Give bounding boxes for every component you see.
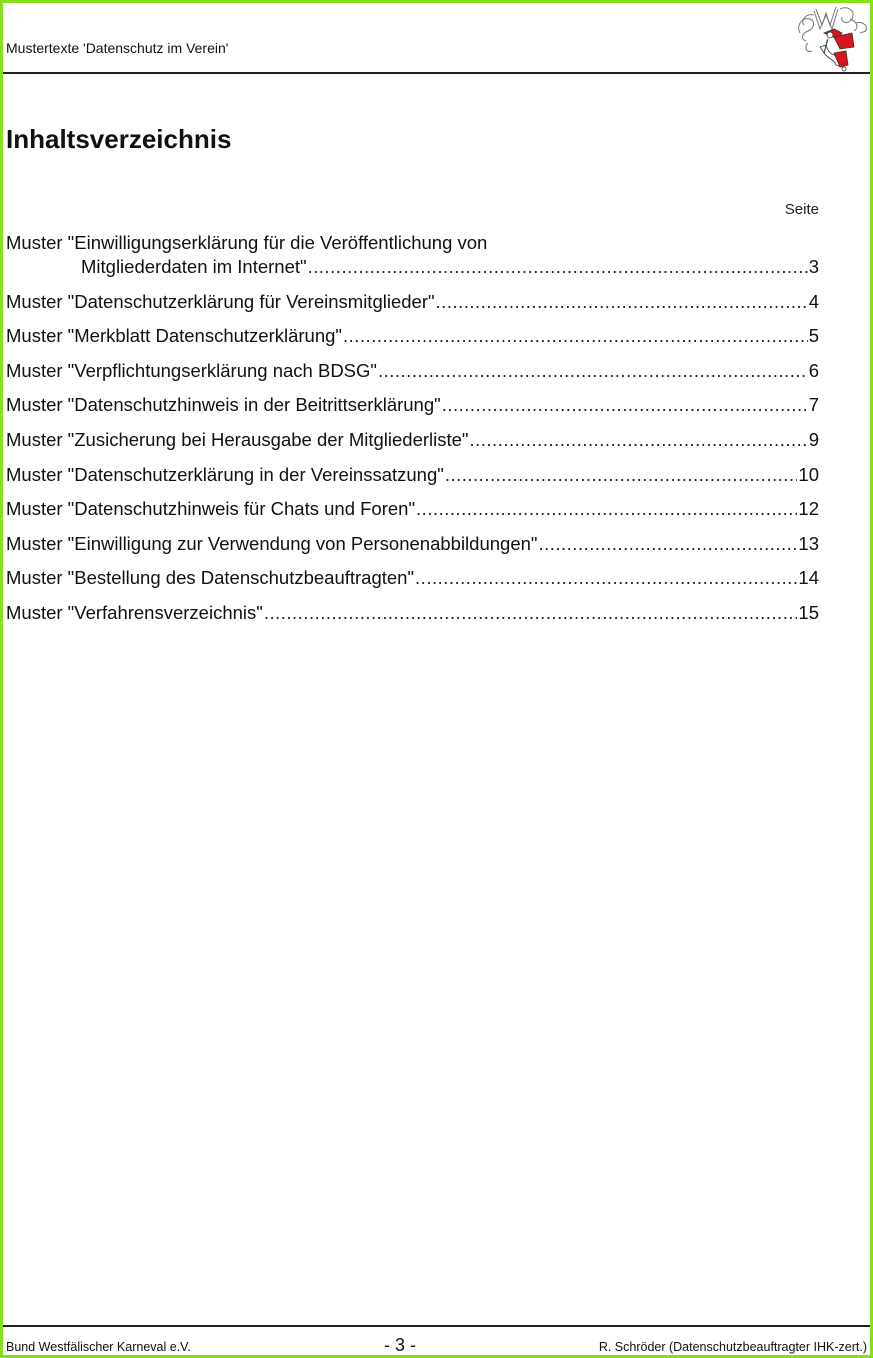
toc-entry-title: Muster "Datenschutzhinweis für Chats und Foren" xyxy=(6,498,416,520)
footer-divider xyxy=(3,1325,870,1327)
toc-entry-page: 15 xyxy=(798,601,819,623)
dot-leader xyxy=(416,497,797,521)
dot-leader xyxy=(436,290,808,314)
toc-entry-title: Muster "Verfahrensverzeichnis" xyxy=(6,601,263,623)
dot-leader xyxy=(343,324,808,348)
toc-entry-page: 7 xyxy=(808,394,819,416)
toc-entry[interactable] xyxy=(6,532,819,556)
toc-entry[interactable] xyxy=(6,324,819,348)
table-of-contents xyxy=(6,231,819,636)
toc-entry[interactable] xyxy=(6,231,819,279)
dot-leader xyxy=(415,566,797,590)
toc-entry-title: Muster "Einwilligungserklärung für die Veröffentlichung von xyxy=(6,232,488,253)
toc-entry-page: 10 xyxy=(798,463,819,485)
toc-entry-page: 9 xyxy=(808,428,819,450)
toc-entry-title: Muster "Bestellung des Datenschutzbeauftragten" xyxy=(6,567,415,589)
toc-entry-page: 4 xyxy=(808,290,819,312)
toc-entry[interactable] xyxy=(6,601,819,625)
dot-leader xyxy=(264,601,798,625)
toc-entry-title: Muster "Datenschutzerklärung in der Vereinssatzung" xyxy=(6,463,444,485)
page-column-label: Seite xyxy=(784,201,819,218)
dot-leader xyxy=(378,359,808,383)
toc-entry[interactable] xyxy=(6,463,819,487)
toc-entry-title: Muster "Verpflichtungserklärung nach BDSG" xyxy=(6,359,377,381)
toc-entry-page: 5 xyxy=(808,325,819,347)
footer-author: R. Schröder (Datenschutzbeauftragter IHK-zert.) xyxy=(598,1340,867,1354)
dot-leader xyxy=(308,255,808,279)
toc-entry[interactable] xyxy=(6,428,819,452)
toc-entry-title: Muster "Merkblatt Datenschutzerklärung" xyxy=(6,325,342,347)
toc-entry-page: 12 xyxy=(798,498,819,520)
toc-entry-title-continued: Mitgliederdaten im Internet" xyxy=(81,256,307,277)
toc-entry-title: Muster "Datenschutzerklärung für Vereinsmitglieder" xyxy=(6,290,435,312)
bwk-logo-icon xyxy=(794,3,870,73)
toc-entry-page: 3 xyxy=(808,256,819,277)
toc-entry-page: 13 xyxy=(798,532,819,554)
footer-page-number: - 3 - xyxy=(384,1335,417,1355)
dot-leader xyxy=(470,428,808,452)
running-header-title: Mustertexte 'Datenschutz im Verein' xyxy=(6,40,229,56)
toc-entry-title: Muster "Einwilligung zur Verwendung von Personenabbildungen" xyxy=(6,532,538,554)
toc-entry[interactable] xyxy=(6,566,819,590)
toc-entry-page: 6 xyxy=(808,359,819,381)
toc-heading: Inhaltsverzeichnis xyxy=(6,124,232,154)
dot-leader xyxy=(538,532,797,556)
header-divider xyxy=(3,72,870,74)
toc-entry-title: Muster "Zusicherung bei Herausgabe der Mitgliederliste" xyxy=(6,428,469,450)
toc-entry[interactable] xyxy=(6,290,819,314)
toc-entry[interactable] xyxy=(6,393,819,417)
toc-entry-page: 14 xyxy=(798,567,819,589)
footer-organization: Bund Westfälischer Karneval e.V. xyxy=(6,1340,191,1354)
toc-entry[interactable] xyxy=(6,359,819,383)
dot-leader xyxy=(442,393,808,417)
toc-entry[interactable] xyxy=(6,497,819,521)
dot-leader xyxy=(445,463,798,487)
toc-entry-title: Muster "Datenschutzhinweis in der Beitrittserklärung" xyxy=(6,394,441,416)
